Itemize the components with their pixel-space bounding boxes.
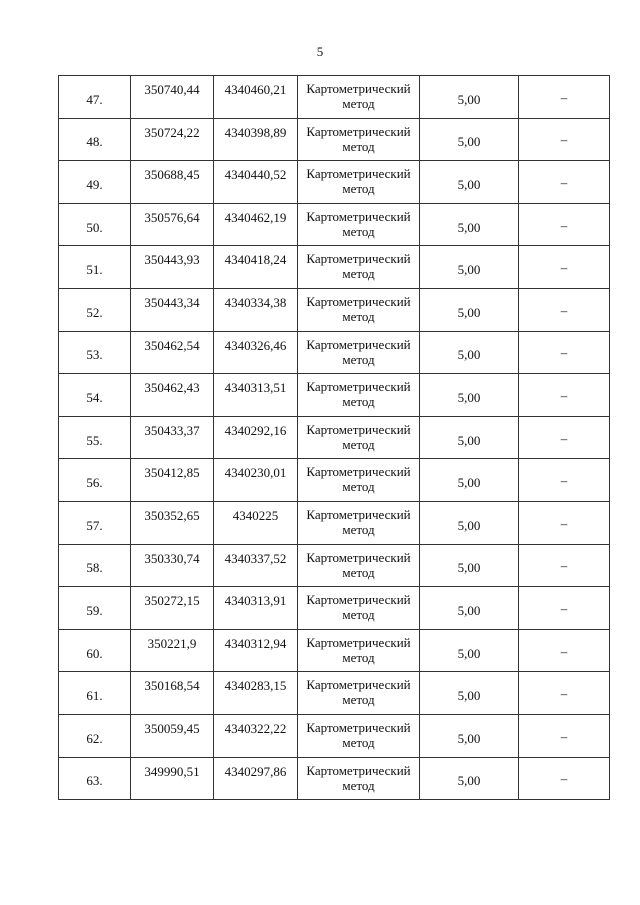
accuracy-cell: 5,00 [420,161,519,204]
point-number-cell: 47. [59,76,131,119]
method-cell [298,672,420,715]
description-cell: – [519,459,610,502]
y-coordinate-cell: 4340334,38 [214,288,298,331]
table-row [59,203,610,246]
accuracy-cell: 5,00 [420,587,519,630]
y-coordinate-cell: 4340225 [214,501,298,544]
method-line-2: метод [342,521,375,537]
accuracy-cell: 5,00 [420,118,519,161]
method-cell [298,459,420,502]
method-line-1: Картометрический [306,251,411,267]
table-row [59,587,610,630]
method-line-2: метод [342,223,375,239]
method-cell [298,331,420,374]
description-cell: – [519,672,610,715]
method-cell [298,374,420,417]
method-cell [298,629,420,672]
description-cell: – [519,203,610,246]
table-row [59,672,610,715]
method-cell [298,714,420,757]
coordinates-table [58,75,610,800]
y-coordinate-cell: 4340440,52 [214,161,298,204]
point-number-cell: 57. [59,501,131,544]
point-number-cell: 50. [59,203,131,246]
method-line-1: Картометрический [306,464,411,480]
accuracy-cell: 5,00 [420,331,519,374]
y-coordinate-cell: 4340326,46 [214,331,298,374]
description-cell: – [519,288,610,331]
method-cell [298,76,420,119]
method-line-1: Картометрический [306,336,411,352]
method-line-1: Картометрический [306,421,411,437]
method-line-1: Картометрический [306,379,411,395]
table-body [59,76,610,800]
x-coordinate-cell: 350272,15 [131,587,214,630]
point-number-cell: 63. [59,757,131,800]
x-coordinate-cell: 350724,22 [131,118,214,161]
accuracy-cell: 5,00 [420,459,519,502]
accuracy-cell: 5,00 [420,76,519,119]
accuracy-cell: 5,00 [420,374,519,417]
method-line-1: Картометрический [306,208,411,224]
point-number-cell: 48. [59,118,131,161]
description-cell: – [519,118,610,161]
method-line-1: Картометрический [306,166,411,182]
x-coordinate-cell: 350352,65 [131,501,214,544]
y-coordinate-cell: 4340322,22 [214,714,298,757]
method-line-2: метод [342,266,375,282]
accuracy-cell: 5,00 [420,544,519,587]
accuracy-cell: 5,00 [420,501,519,544]
accuracy-cell: 5,00 [420,629,519,672]
table-row [59,161,610,204]
description-cell: – [519,544,610,587]
method-line-1: Картометрический [306,81,411,96]
method-line-1: Картометрический [306,634,411,650]
method-line-1: Картометрический [306,506,411,522]
y-coordinate-cell: 4340230,01 [214,459,298,502]
x-coordinate-cell: 350059,45 [131,714,214,757]
x-coordinate-cell: 350443,34 [131,288,214,331]
method-cell [298,288,420,331]
method-cell [298,501,420,544]
method-line-2: метод [342,734,375,750]
accuracy-cell: 5,00 [420,672,519,715]
method-cell [298,757,420,800]
description-cell: – [519,161,610,204]
method-line-2: метод [342,479,375,495]
method-line-2: метод [342,692,375,708]
method-line-1: Картометрический [306,762,411,778]
y-coordinate-cell: 4340460,21 [214,76,298,119]
point-number-cell: 60. [59,629,131,672]
x-coordinate-cell: 350443,93 [131,246,214,289]
point-number-cell: 58. [59,544,131,587]
method-line-2: метод [342,649,375,665]
description-cell: – [519,416,610,459]
accuracy-cell: 5,00 [420,416,519,459]
description-cell: – [519,629,610,672]
table-row [59,544,610,587]
description-cell: – [519,587,610,630]
x-coordinate-cell: 350740,44 [131,76,214,119]
point-number-cell: 54. [59,374,131,417]
table-row [59,629,610,672]
method-cell [298,416,420,459]
table-row [59,757,610,800]
x-coordinate-cell: 350330,74 [131,544,214,587]
y-coordinate-cell: 4340283,15 [214,672,298,715]
x-coordinate-cell: 349990,51 [131,757,214,800]
method-line-2: метод [342,564,375,580]
y-coordinate-cell: 4340398,89 [214,118,298,161]
point-number-cell: 49. [59,161,131,204]
method-line-2: метод [342,96,375,111]
table-row [59,246,610,289]
method-line-1: Картометрический [306,549,411,565]
table-row [59,459,610,502]
method-cell [298,203,420,246]
y-coordinate-cell: 4340292,16 [214,416,298,459]
x-coordinate-cell: 350688,45 [131,161,214,204]
y-coordinate-cell: 4340337,52 [214,544,298,587]
method-cell [298,246,420,289]
method-line-1: Картометрический [306,293,411,309]
table-row [59,331,610,374]
accuracy-cell: 5,00 [420,714,519,757]
y-coordinate-cell: 4340297,86 [214,757,298,800]
point-number-cell: 56. [59,459,131,502]
description-cell: – [519,246,610,289]
method-line-2: метод [342,181,375,197]
point-number-cell: 53. [59,331,131,374]
description-cell: – [519,501,610,544]
point-number-cell: 59. [59,587,131,630]
description-cell: – [519,374,610,417]
point-number-cell: 62. [59,714,131,757]
x-coordinate-cell: 350221,9 [131,629,214,672]
description-cell: – [519,76,610,119]
point-number-cell: 52. [59,288,131,331]
x-coordinate-cell: 350576,64 [131,203,214,246]
table-row [59,374,610,417]
method-line-2: метод [342,777,375,793]
accuracy-cell: 5,00 [420,203,519,246]
y-coordinate-cell: 4340312,94 [214,629,298,672]
method-cell [298,118,420,161]
method-line-2: метод [342,308,375,324]
method-line-2: метод [342,138,375,154]
accuracy-cell: 5,00 [420,757,519,800]
method-line-2: метод [342,351,375,367]
x-coordinate-cell: 350462,54 [131,331,214,374]
table-row [59,714,610,757]
accuracy-cell: 5,00 [420,288,519,331]
method-cell [298,544,420,587]
table-row [59,118,610,161]
method-cell [298,587,420,630]
y-coordinate-cell: 4340313,91 [214,587,298,630]
description-cell: – [519,757,610,800]
y-coordinate-cell: 4340418,24 [214,246,298,289]
method-line-2: метод [342,436,375,452]
table-row [59,288,610,331]
page-number: 5 [316,44,324,59]
method-line-1: Картометрический [306,719,411,735]
x-coordinate-cell: 350462,43 [131,374,214,417]
method-line-2: метод [342,394,375,410]
method-line-1: Картометрический [306,123,411,139]
table-row [59,501,610,544]
x-coordinate-cell: 350412,85 [131,459,214,502]
accuracy-cell: 5,00 [420,246,519,289]
point-number-cell: 55. [59,416,131,459]
description-cell: – [519,714,610,757]
method-line-1: Картометрический [306,677,411,693]
point-number-cell: 61. [59,672,131,715]
table-row [59,76,610,119]
x-coordinate-cell: 350433,37 [131,416,214,459]
y-coordinate-cell: 4340462,19 [214,203,298,246]
method-line-2: метод [342,607,375,623]
description-cell: – [519,331,610,374]
x-coordinate-cell: 350168,54 [131,672,214,715]
table-row [59,416,610,459]
method-line-1: Картометрический [306,592,411,608]
point-number-cell: 51. [59,246,131,289]
y-coordinate-cell: 4340313,51 [214,374,298,417]
method-cell [298,161,420,204]
